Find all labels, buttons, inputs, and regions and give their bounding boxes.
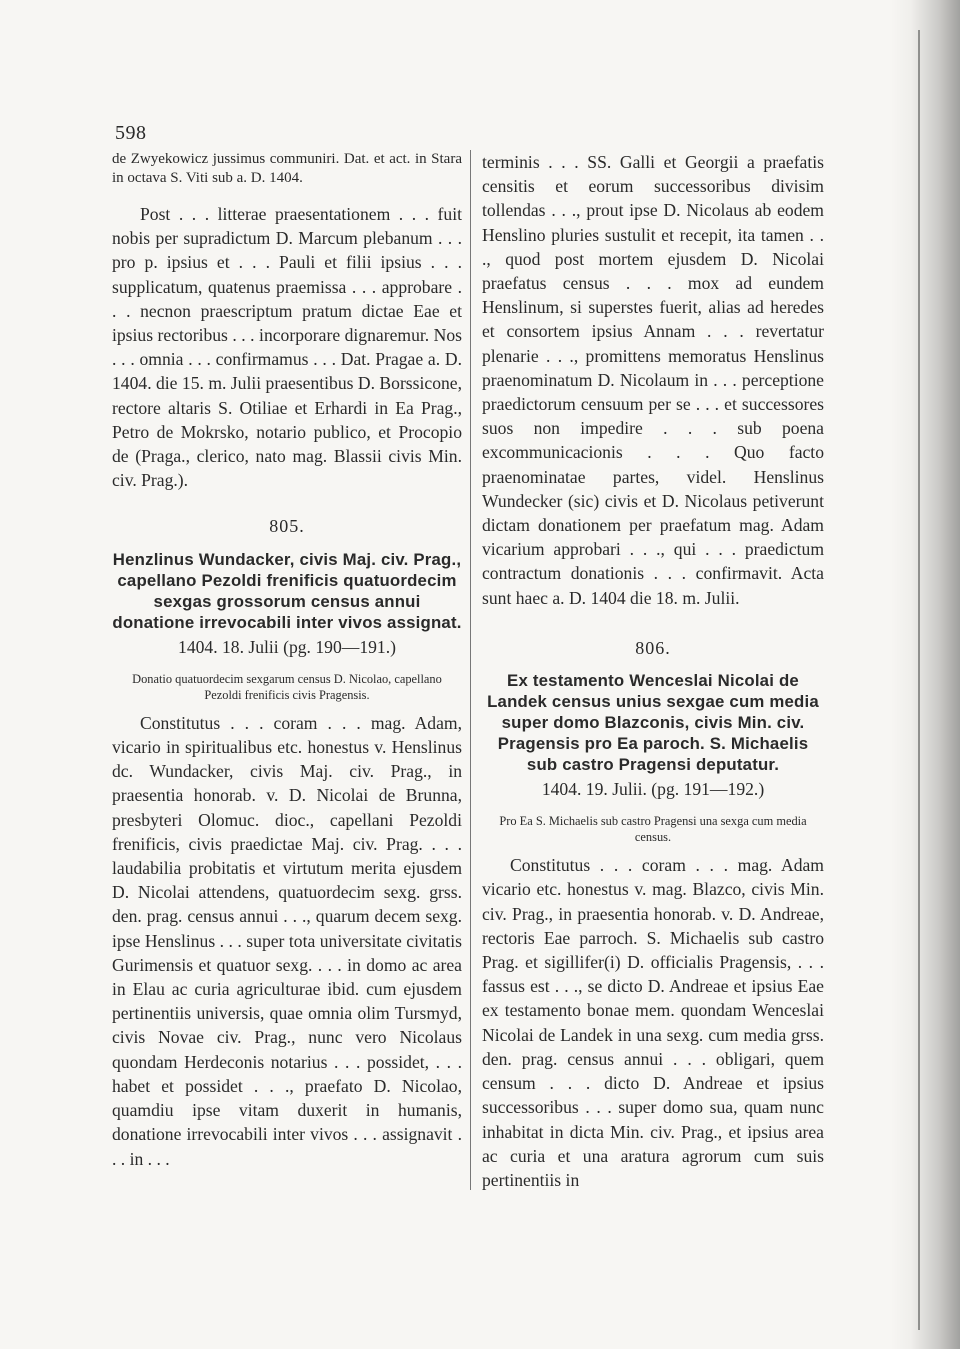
- right-column: [482, 150, 824, 1192]
- document-date: 1404. 19. Julii. (pg. 191—192.): [541, 779, 765, 800]
- document-regest: Donatio quatuordecim sexgarum census D. Nicolao, capellano Pezoldi frenificis civis Pragensis.: [132, 671, 442, 702]
- document-title: Henzlinus Wundacker, civis Maj. civ. Prag., capellano Pezoldi frenificis quatuordecim sexgas grossorum census annui donatione irrevocabili inter vivos assignat.: [112, 549, 462, 632]
- document-number: 805.: [269, 516, 305, 537]
- scan-binding-line: [918, 30, 920, 1330]
- scan-edge-shadow: [890, 0, 960, 1349]
- page-number: 598: [115, 122, 147, 144]
- document-date: 1404. 18. Julii (pg. 190—191.): [178, 636, 396, 657]
- column-divider: [470, 150, 471, 1190]
- left-column: [112, 150, 462, 1171]
- continuation-text: terminis . . . SS. Galli et Georgii a praefatis censitis et eorum successoribus divisim tollendas . . ., prout ipse D. Nicolaus ab eodem Henslino pluries sustulit et recepit, ita tamen . . ., quod post mortem ejusdem D. Nicolai praefatus census . . . mox ad eundem Henslinum, si superstes fuerit, alias ad heredes et consortem ipsius Annam . . . revertatur plenarie . . ., promittens memoratus Henslinus praenominatum D. Nicolaum in . . . perceptione praedictorum censuum per se . . . et successores suos non impedire . . . sub poena excommunicacionis . . . Quo facto praenominatae partes, videl. Henslinus Wundecker (sic) civis et D. Nicolaus petiverunt dictam donationem per praefatum mag. Adam vicarium approbari . . ., qui . . . praedictum contractum donationis . . . confirmavit. Acta sunt haec a. D. 1404 die 18. m. Julii.: [482, 152, 824, 608]
- document-number: 806.: [635, 637, 671, 658]
- paragraph: Post . . . litterae praesentationem . . . fuit nobis per supradictum D. Marcum plebanum . . . pro p. ipsius et . . . Pauli et filii ipsius . . . supplicatum, quatenus praemissa . . . approbare . . . necnon praescriptum pratum dictae Eae et ipsius rectoribus . . . incorporare dignaremur. Nos . . . omnia . . . confirmamus . . . Dat. Pragae a. D. 1404. die 15. m. Julii praesentibus D. Borssicone, rectore altaris S. Otiliae et Erhardi in Ea Prag., Petro de Mokrsko, notario publico, et Procopio de (Praga., clerico, nato mag. Blassii civis Min. civ. Prag.).: [112, 204, 462, 491]
- document-body: Constitutus . . . coram . . . mag. Adam vicario etc. honestus v. mag. Blazco, civis Min. civ. Prag., in praesentia honorab. v. D. Andreae, rectoris Eae parroch. S. Michaelis sub castro Prag. et sigillifer(i) D. officialis Pragensis, . . . fassus est . . ., se dicto D. Andreae et ipsius Eae ex testamento bonae mem. quondam Wenceslai Nicolai de Landek in una sexg. cum media grss. den. prag. census annui . . . obligari, quem censum . . . dicto D. Andreae et ipsius successoribus . . . super domo sua, quam nunc inhabitat in dicta Min. civ. Prag., et ipsius area ac curia et una aratura agrorum cum suis pertinentiis in: [482, 855, 824, 1190]
- document-title: Ex testamento Wenceslai Nicolai de Landek census unius sexgae cum media super domo Blazconis, civis Min. civ. Pragensis pro Ea paroch. S. Michaelis sub castro Pragensi deputatur.: [487, 671, 819, 775]
- document-body: Constitutus . . . coram . . . mag. Adam, vicario in spiritualibus etc. honestus v. Henslinus dc. Wundacker, civis Maj. civ. Prag., in praesentia honorab. v. D. Nicolai de Brunna, presbyteri Olomuc. dioc., capellani Pezoldi frenificis, civis praedictae Maj. civ. Prag. . . . laudabilia probitatis et virtutum merita ejusdem D. Nicolai attendens, quatuordecim sexg. grss. den. prag. census annui . . ., quarum decem sexg. ipse Henslinus . . . super tota universitate civitatis Gurimensis et quatuor sexg. . . . in domo ac area in Elau ac curia agriculturae ibid. cum ejusdem pertinentiis universis, quae omnia olim Tursmyd, civis Novae civ. Prag., nunc vero Nicolaus quondam Herdeconis notarius . . . possidet, . . . habet et possidet . . ., praefato D. Nicolao, quamdiu ipse vitam duxerit in humanis, donatione irrevocabili inter vivos . . . assignavit . . . in . . .: [112, 712, 462, 1169]
- opening-lines: de Zwyekowicz jussimus communiri. Dat. et act. in Stara in octava S. Viti sub a. D. 1404.: [112, 151, 462, 186]
- document-regest: Pro Ea S. Michaelis sub castro Pragensi una sexga cum media census.: [499, 814, 807, 845]
